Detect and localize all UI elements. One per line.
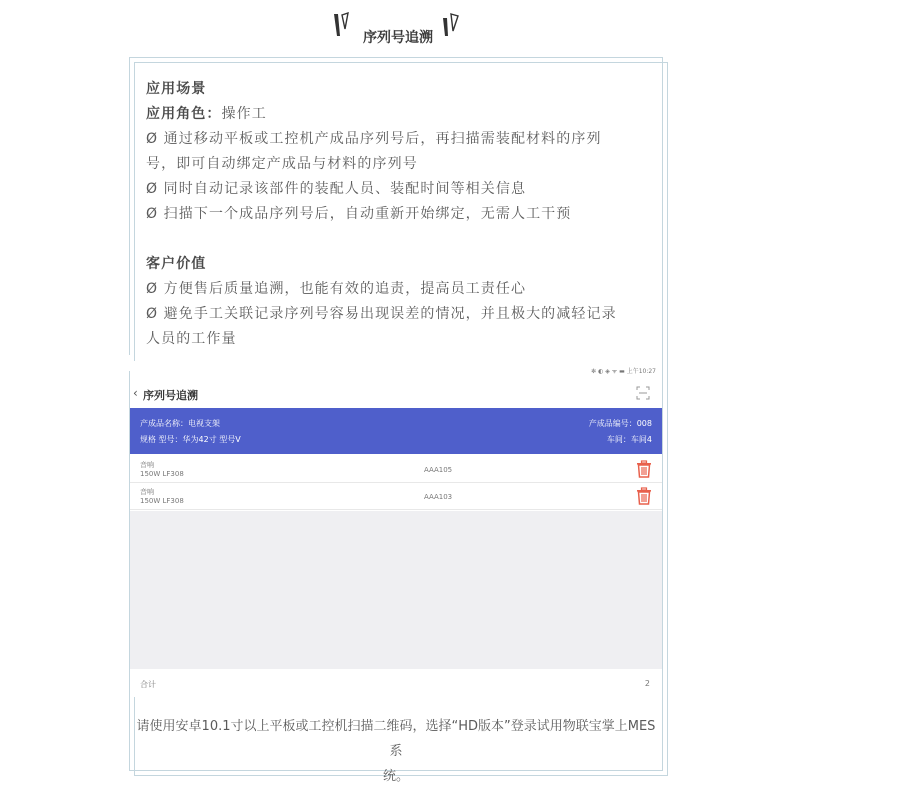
item-serial: AAA103 — [424, 493, 453, 501]
product-spec: 规格 型号：华为42寸 型号V — [140, 435, 241, 444]
intro-text — [146, 77, 656, 352]
item-serial: AAA105 — [424, 466, 453, 474]
scene-item: 号，即可自动绑定产成品与材料的序列号 — [146, 156, 418, 172]
total-value: 2 — [644, 679, 650, 688]
item-category: 音响 — [140, 461, 154, 469]
scene-item: Ø 扫描下一个成品序列号后，自动重新开始绑定，无需人工干预 — [146, 206, 572, 222]
product-code: 产成品编号：008 — [588, 419, 652, 428]
app-title: 序列号追溯 — [143, 389, 198, 402]
status-bar: ✻ ◐ ◈ ᯤ ▬ 上午10:27 — [591, 368, 656, 375]
quote-mark-left-icon — [333, 12, 351, 38]
total-bar — [130, 669, 662, 697]
item-model: 150W LF308 — [140, 470, 184, 478]
item-model: 150W LF308 — [140, 497, 184, 505]
app-bar — [130, 381, 662, 408]
section-title-row — [0, 10, 900, 46]
product-info-banner — [130, 408, 662, 454]
workshop: 车间：车间4 — [606, 435, 652, 444]
role-label: 应用角色： — [146, 106, 222, 122]
footer-line: 统。 — [382, 769, 409, 784]
empty-list-area — [130, 511, 662, 669]
scene-item: Ø 通过移动平板或工控机产成品序列号后，再扫描需装配材料的序列 — [146, 131, 602, 147]
material-list — [130, 456, 662, 510]
value-item: Ø 避免手工关联记录序列号容易出现误差的情况，并且极大的减轻记录 — [146, 306, 617, 322]
trash-icon[interactable] — [636, 460, 652, 478]
scan-icon[interactable] — [636, 386, 650, 400]
product-name: 产成品名称：电视支架 — [140, 419, 220, 428]
trash-icon[interactable] — [636, 487, 652, 505]
back-icon[interactable]: ‹ — [133, 386, 138, 400]
footer-note — [132, 714, 660, 785]
list-item[interactable] — [130, 456, 662, 483]
role-line — [146, 102, 656, 127]
quote-mark-right-icon — [442, 12, 460, 38]
app-screenshot — [130, 361, 662, 697]
value-item: 人员的工作量 — [146, 331, 237, 347]
total-label: 合计 — [140, 680, 156, 689]
item-category: 音响 — [140, 488, 154, 496]
value-heading: 客户价值 — [146, 256, 207, 272]
list-item[interactable] — [130, 483, 662, 510]
value-item: Ø 方便售后质量追溯，也能有效的追责，提高员工责任心 — [146, 281, 527, 297]
scene-heading: 应用场景 — [146, 81, 207, 97]
role-value: 操作工 — [221, 106, 267, 122]
scene-item: Ø 同时自动记录该部件的装配人员、装配时间等相关信息 — [146, 181, 527, 197]
page-title: 序列号追溯 — [363, 30, 433, 46]
footer-line: 请使用安卓10.1寸以上平板或工控机扫描二维码，选择“HD版本”登录试用物联宝掌上MES系 — [136, 719, 656, 759]
